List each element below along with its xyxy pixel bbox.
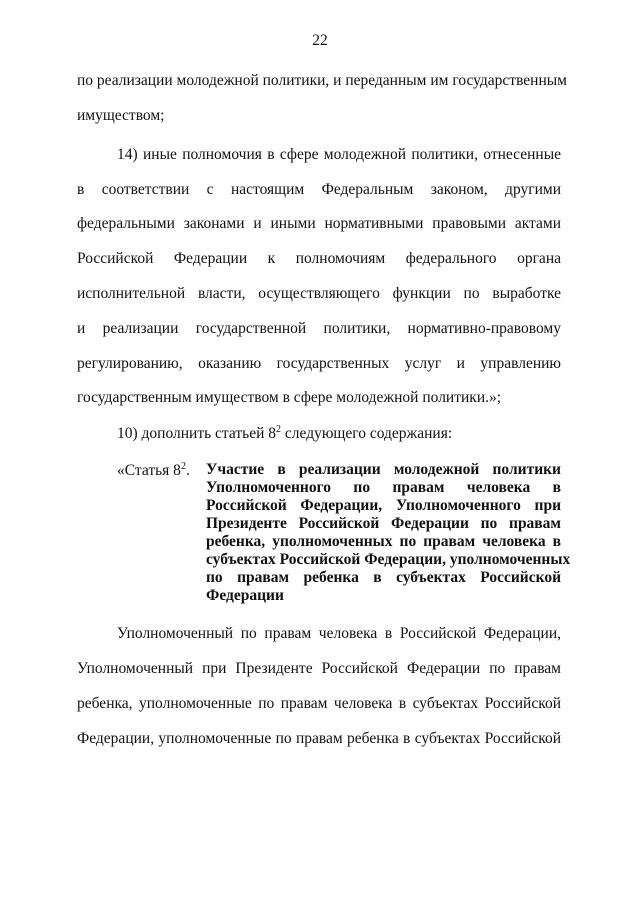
article-title-line: Президенте Российской Федерации по правам	[206, 515, 561, 532]
article-title-line: Федерации	[206, 587, 284, 604]
item-14-line: в соответствии с настоящим Федеральным законом, другими	[77, 181, 561, 198]
item-14-line: федеральными законами и иными нормативными правовыми актами	[77, 215, 561, 232]
paragraph-line: имуществом;	[77, 107, 165, 124]
article-title-line: Участие в реализации молодежной политики	[206, 461, 561, 478]
item-10-superscript: 2	[276, 424, 282, 435]
article-label-prefix: «Статья 8	[117, 462, 181, 479]
body-line: Уполномоченный при Президенте Российской Федерации по правам	[77, 660, 561, 677]
article-title-line: Уполномоченного по правам человека в	[206, 479, 561, 496]
item-14-line: государственным имуществом в сфере молодежной политики.»;	[77, 389, 502, 406]
item-14-line: 14) иные полномочия в сфере молодежной политики, отнесенные	[117, 146, 561, 163]
body-line: Уполномоченный по правам человека в Российской Федерации,	[117, 625, 561, 642]
article-label-superscript: 2	[180, 461, 186, 472]
article-title-line: по правам ребенка в субъектах Российской	[206, 569, 561, 586]
article-title-line: субъектах Российской Федерации, уполномоченных	[206, 551, 571, 568]
body-line: Федерации, уполномоченные по правам ребенка в субъектах Российской	[77, 730, 561, 747]
article-title-line: ребенка, уполномоченных по правам человека в	[206, 533, 561, 550]
article-label	[117, 461, 190, 481]
item-14-line: исполнительной власти, осуществляющего функции по выработке	[77, 285, 561, 302]
article-label-suffix: .	[185, 462, 190, 479]
item-14-line: и реализации государственной политики, нормативно-правовому	[77, 320, 561, 337]
item-14-line: Российской Федерации к полномочиям федерального органа	[77, 250, 561, 267]
paragraph-line: по реализации молодежной политики, и переданным им государственным	[77, 72, 567, 89]
item-10-suffix: следующего содержания:	[281, 425, 453, 442]
body-line: ребенка, уполномоченные по правам человека в субъектах Российской	[77, 695, 561, 712]
article-title-line: Российской Федерации, Уполномоченного при	[206, 497, 561, 514]
page-number: 22	[312, 32, 328, 49]
item-14-line: регулированию, оказанию государственных услуг и управлению	[77, 355, 561, 372]
article-title	[206, 461, 571, 605]
item-10-prefix: 10) дополнить статьей 8	[117, 425, 277, 442]
item-10-line	[117, 424, 561, 444]
